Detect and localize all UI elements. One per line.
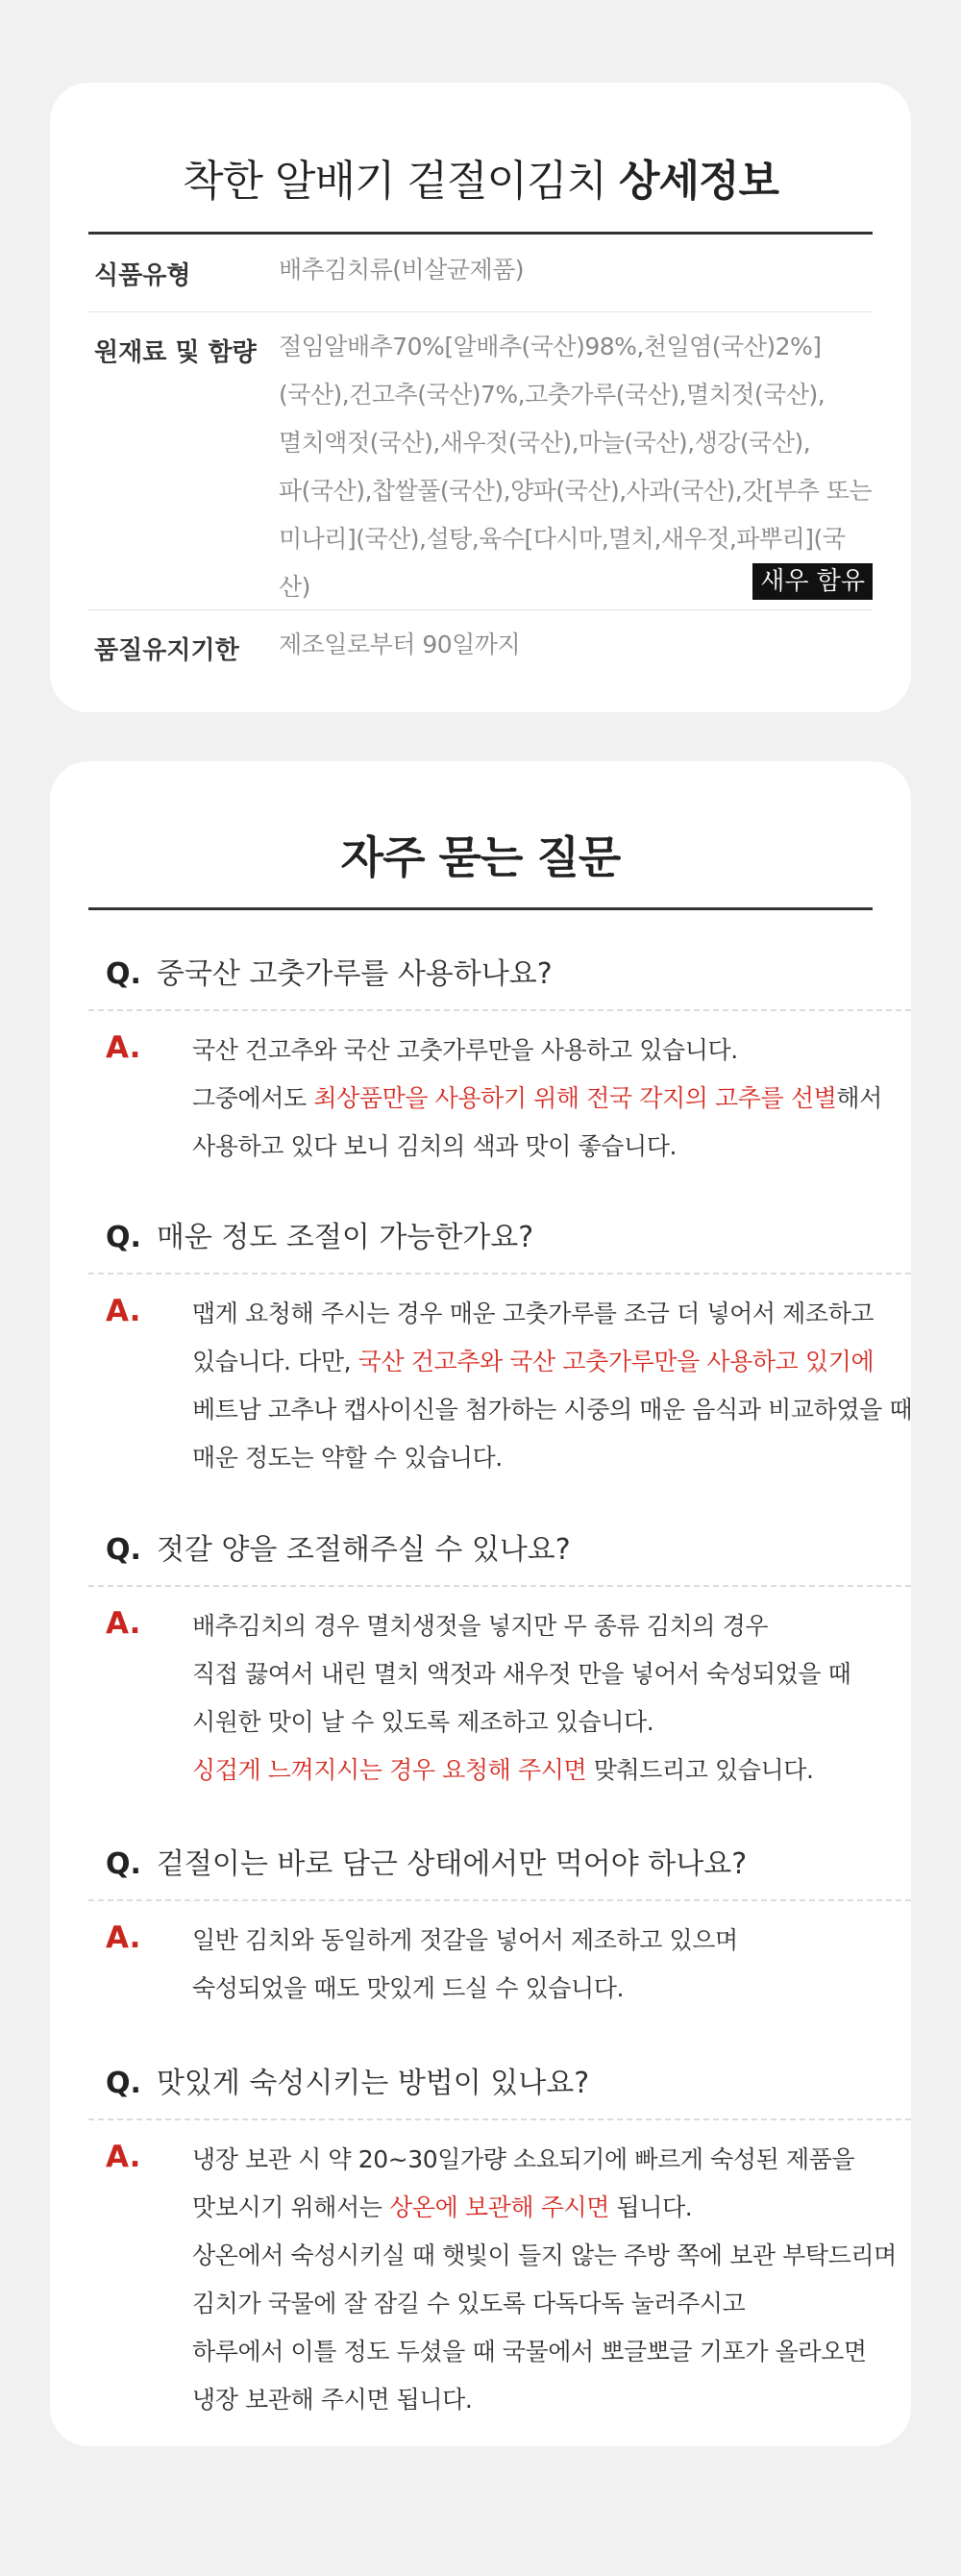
answer-line — [192, 2280, 911, 2328]
product-info-card — [50, 83, 911, 712]
faq-answer — [192, 1290, 911, 1482]
a-mark: A. — [106, 1030, 141, 1065]
answer-text: 됩니다. — [608, 2193, 693, 2221]
answer-highlight: 최상품만을 사용하기 위해 전국 각지의 고추를 선별 — [313, 1084, 837, 1112]
dashed-divider — [88, 2118, 911, 2120]
answer-text: 국산 건고추와 국산 고춧가루만을 사용하고 있습니다. — [192, 1036, 738, 1064]
answer-text: 숙성되었을 때도 맛있게 드실 수 있습니다. — [192, 1974, 625, 2002]
q-mark: Q. — [106, 1847, 141, 1881]
answer-line — [192, 1650, 911, 1698]
faq-title-divider — [88, 907, 873, 910]
answer-line — [192, 2184, 911, 2232]
answer-text: 일반 김치와 동일하게 젓갈을 넣어서 제조하고 있으며 — [192, 1926, 738, 1954]
faq-question — [106, 1840, 747, 1882]
answer-line — [192, 1746, 911, 1795]
answer-text: 베트남 고추나 캡사이신을 첨가하는 시중의 매운 음식과 비교하였을 때 — [192, 1396, 913, 1424]
faq-card — [50, 761, 911, 2446]
answer-line — [192, 1917, 911, 1965]
answer-text: 직접 끓여서 내린 멸치 액젓과 새우젓 만을 넣어서 숙성되었을 때 — [192, 1660, 851, 1688]
allergen-badge: 새우 함유 — [752, 563, 873, 600]
answer-line — [192, 1290, 911, 1338]
answer-text: 맵게 요청해 주시는 경우 매운 고춧가루를 조금 더 넣어서 제조하고 — [192, 1300, 875, 1327]
info-label: 원재료 및 함량 — [94, 338, 257, 367]
answer-line — [192, 2232, 911, 2280]
answer-text: 냉장 보관 시 약 20~30일가량 소요되기에 빠르게 숙성된 제품을 — [192, 2145, 855, 2173]
info-row-food-type — [88, 235, 873, 312]
answer-text: 맞춰드리고 있습니다. — [586, 1756, 814, 1784]
answer-text: 상온에서 숙성시키실 때 햇빛이 들지 않는 주방 쪽에 보관 부탁드리며 — [192, 2242, 897, 2269]
answer-text: 시원한 맛이 날 수 있도록 제조하고 있습니다. — [192, 1708, 654, 1736]
answer-line — [192, 1386, 911, 1434]
q-mark: Q. — [106, 957, 141, 991]
a-mark: A. — [106, 1294, 141, 1328]
q-mark: Q. — [106, 1533, 141, 1567]
faq-answer — [192, 1027, 911, 1171]
dashed-divider — [88, 1899, 911, 1901]
q-mark: Q. — [106, 1221, 141, 1254]
dashed-divider — [88, 1585, 911, 1587]
info-title — [50, 146, 911, 208]
faq-question — [106, 1525, 571, 1568]
answer-line — [192, 1602, 911, 1650]
answer-line — [192, 2328, 911, 2376]
info-title-bold: 상세정보 — [618, 157, 778, 206]
info-row-shelf-life — [88, 609, 873, 686]
ingredient-line: 멸치액젓(국산),새우젓(국산),마늘(국산),생강(국산), — [279, 429, 811, 457]
q-mark: Q. — [106, 2067, 141, 2100]
dashed-divider — [88, 1009, 911, 1011]
answer-line — [192, 1027, 911, 1075]
info-label: 식품유형 — [94, 261, 191, 290]
question-text: 맛있게 숙성시키는 방법이 있나요? — [156, 2067, 590, 2100]
answer-text: 사용하고 있다 보니 김치의 색과 맛이 좋습니다. — [192, 1132, 678, 1160]
faq-title: 자주 묻는 질문 — [340, 831, 621, 883]
faq-question — [106, 2059, 589, 2101]
info-value: 제조일로부터 90일까지 — [279, 631, 521, 658]
question-text: 매운 정도 조절이 가능한가요? — [156, 1221, 534, 1254]
dashed-divider — [88, 1273, 911, 1275]
answer-line — [192, 1434, 911, 1482]
answer-highlight: 상온에 보관해 주시면 — [389, 2193, 609, 2221]
ingredient-line: 절임알배추70%[알배추(국산)98%,천일염(국산)2%] — [279, 333, 822, 360]
answer-text: 해서 — [836, 1084, 882, 1112]
answer-text: 배추김치의 경우 멸치생젓을 넣지만 무 종류 김치의 경우 — [192, 1612, 769, 1640]
answer-highlight: 싱겁게 느껴지시는 경우 요청해 주시면 — [192, 1756, 587, 1784]
faq-question — [106, 950, 553, 992]
faq-answer — [192, 2136, 911, 2424]
answer-text: 있습니다. 다만, — [192, 1348, 358, 1375]
answer-line — [192, 1338, 911, 1386]
ingredient-line: 파(국산),찹쌀풀(국산),양파(국산),사과(국산),갓[부추 또는 — [279, 477, 873, 505]
question-text: 중국산 고춧가루를 사용하나요? — [156, 957, 553, 991]
answer-text: 냉장 보관해 주시면 됩니다. — [192, 2386, 473, 2414]
a-mark: A. — [106, 1606, 141, 1641]
question-text: 젓갈 양을 조절해주실 수 있나요? — [156, 1533, 571, 1567]
faq-answer — [192, 1602, 911, 1795]
info-label: 품질유지기한 — [94, 636, 239, 665]
faq-answer — [192, 1917, 911, 2013]
answer-text: 그중에서도 — [192, 1084, 314, 1112]
answer-text: 하루에서 이틀 정도 두셨을 때 국물에서 뽀글뽀글 기포가 올라오면 — [192, 2338, 867, 2365]
ingredient-line: (국산),건고추(국산)7%,고춧가루(국산),멸치젓(국산), — [279, 381, 825, 409]
answer-text: 매운 정도는 약할 수 있습니다. — [192, 1444, 503, 1472]
a-mark: A. — [106, 1920, 141, 1955]
faq-question — [106, 1213, 533, 1255]
answer-line — [192, 2136, 911, 2184]
question-text: 겉절이는 바로 담근 상태에서만 먹어야 하나요? — [156, 1847, 748, 1881]
answer-text: 맛보시기 위해서는 — [192, 2193, 390, 2221]
info-title-text: 착한 알배기 겉절이김치 — [182, 157, 619, 206]
answer-line — [192, 1123, 911, 1171]
info-value: 배추김치류(비살균제품) — [279, 256, 525, 284]
answer-highlight: 국산 건고추와 국산 고춧가루만을 사용하고 있기에 — [357, 1348, 875, 1375]
answer-line — [192, 2376, 911, 2424]
answer-line — [192, 1075, 911, 1123]
ingredient-line: 미나리](국산),설탕,육수[다시마,멸치,새우젓,파뿌리](국산) — [279, 525, 846, 601]
a-mark: A. — [106, 2140, 141, 2174]
answer-line — [192, 1965, 911, 2013]
info-row-ingredients — [88, 311, 873, 610]
answer-text: 김치가 국물에 잘 잠길 수 있도록 다독다독 눌러주시고 — [192, 2290, 746, 2317]
answer-line — [192, 1698, 911, 1746]
